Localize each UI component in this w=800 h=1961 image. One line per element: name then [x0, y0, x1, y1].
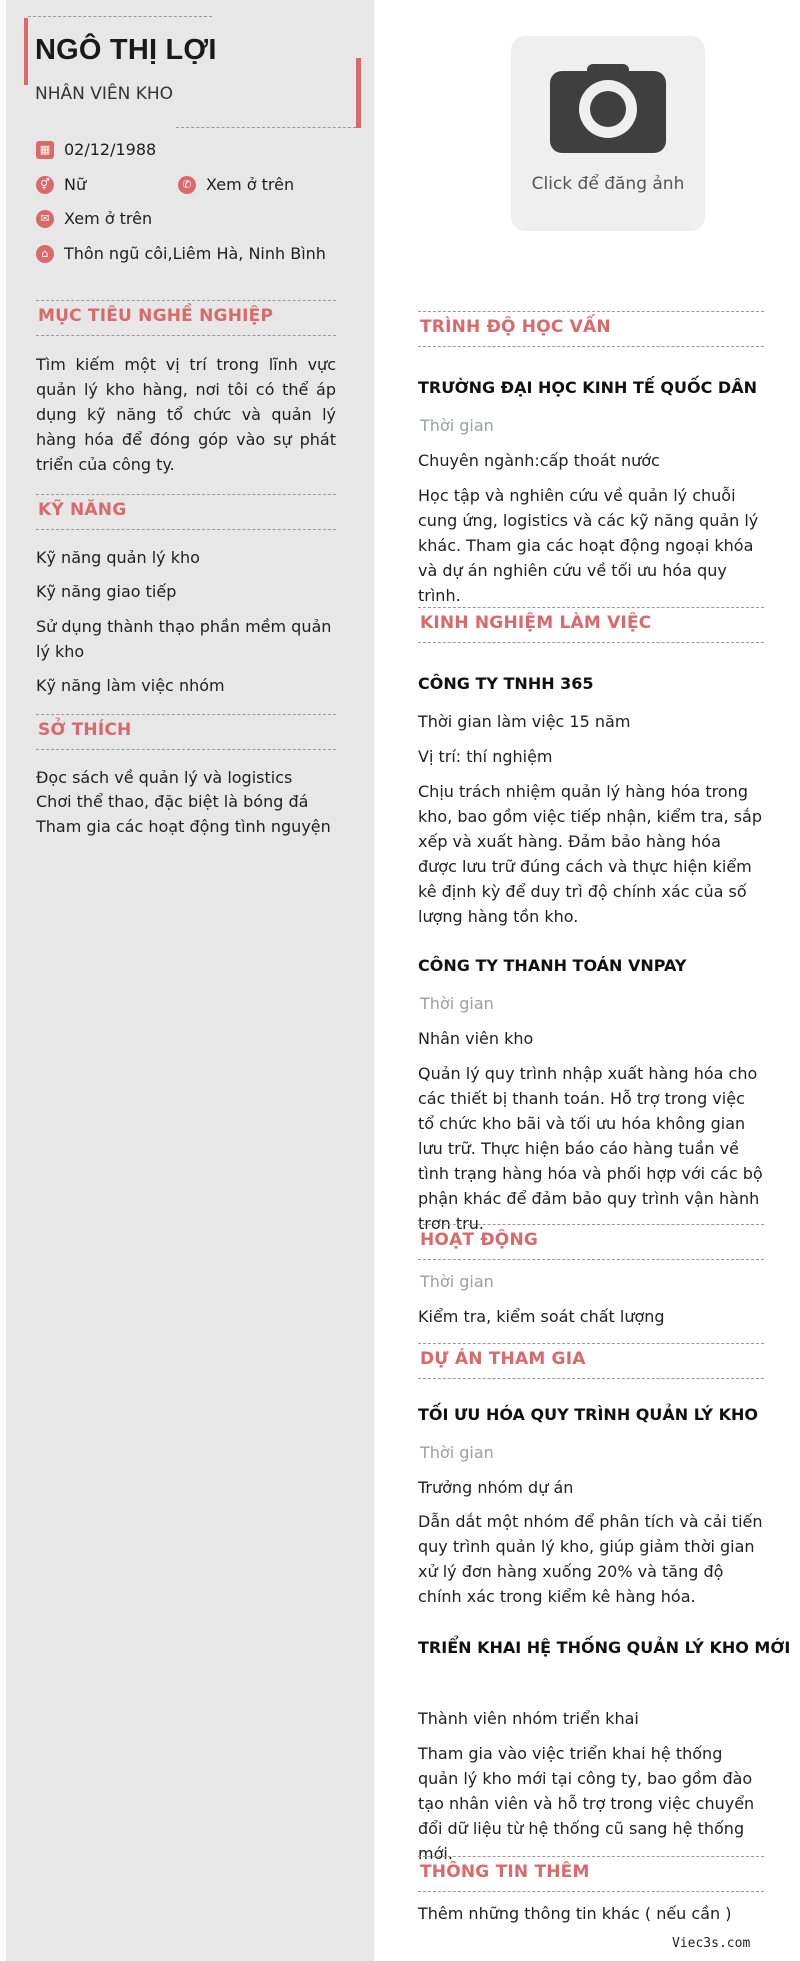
- additional-text[interactable]: Thêm những thông tin khác ( nếu cần ): [418, 1904, 732, 1923]
- hobby-item[interactable]: Đọc sách về quản lý và logistics: [36, 768, 293, 787]
- header-accent-bar-left: [24, 18, 28, 85]
- section-title-additional: THÔNG TIN THÊM: [418, 1856, 764, 1892]
- project-name[interactable]: TỐI ƯU HÓA QUY TRÌNH QUẢN LÝ KHO: [418, 1405, 758, 1424]
- sidebar: [6, 0, 374, 1961]
- skill-item[interactable]: Kỹ năng quản lý kho: [36, 548, 200, 567]
- contact-address[interactable]: [36, 244, 326, 263]
- section-title-activities: HOẠT ĐỘNG: [418, 1224, 764, 1260]
- education-description[interactable]: Học tập và nghiên cứu về quản lý chuỗi cung ứng, logistics và các kỹ năng quản lý khác. Tham gia các hoạt động ngoại khóa và dự án nghiên cứu về tối ưu hóa quy trình.: [418, 486, 759, 605]
- activity-time[interactable]: Thời gian: [420, 1272, 494, 1291]
- skill-item[interactable]: Sử dụng thành thạo phần mềm quản lý kho: [36, 617, 332, 661]
- header-divider-top: [28, 16, 212, 17]
- job-position[interactable]: Nhân viên kho: [418, 1029, 534, 1048]
- company-name[interactable]: CÔNG TY TNHH 365: [418, 674, 594, 693]
- project-description[interactable]: Tham gia vào việc triển khai hệ thống quản lý kho mới tại công ty, bao gồm đào tạo nhân viên và hỗ trợ trong việc chuyển đổi dữ liệu từ hệ thống cũ sang hệ thống mới.: [418, 1744, 755, 1863]
- job-position[interactable]: Vị trí: thí nghiệm: [418, 747, 553, 766]
- header-accent-bar-right: [356, 58, 361, 128]
- address-value: Thôn ngũ côi,Liêm Hà, Ninh Bình: [64, 244, 326, 263]
- job-time[interactable]: Thời gian làm việc 15 năm: [418, 712, 631, 731]
- company-name[interactable]: CÔNG TY THANH TOÁN VNPAY: [418, 956, 687, 975]
- section-title-experience: KINH NGHIỆM LÀM VIỆC: [418, 607, 764, 643]
- skill-item[interactable]: Kỹ năng giao tiếp: [36, 582, 177, 601]
- skill-item[interactable]: Kỹ năng làm việc nhóm: [36, 676, 225, 695]
- education-time[interactable]: Thời gian: [420, 416, 494, 435]
- section-title-skills: KỸ NĂNG: [36, 494, 336, 530]
- project-name[interactable]: TRIỂN KHAI HỆ THỐNG QUẢN LÝ KHO MỚI: [418, 1638, 791, 1657]
- section-title-objective: MỤC TIÊU NGHỀ NGHIỆP: [36, 300, 336, 336]
- section-title-hobbies: SỞ THÍCH: [36, 714, 336, 750]
- contact-email[interactable]: [36, 209, 152, 228]
- project-time[interactable]: Thời gian: [420, 1443, 494, 1462]
- contact-birthday[interactable]: [36, 140, 156, 159]
- job-description[interactable]: Chịu trách nhiệm quản lý hàng hóa trong kho, bao gồm việc tiếp nhận, kiểm tra, sắp xếp và xuất hàng. Đảm bảo hàng hóa được lưu trữ đúng cách và thực hiện kiểm kê định kỳ để duy trì độ chính xác của số lượng hàng tồn kho.: [418, 782, 763, 926]
- contact-gender[interactable]: [36, 175, 86, 194]
- section-title-education: TRÌNH ĐỘ HỌC VẤN: [418, 311, 764, 347]
- home-icon: ⌂: [36, 245, 54, 263]
- project-description[interactable]: Dẫn dắt một nhóm để phân tích và cải tiến quy trình quản lý kho, giúp giảm thời gian xử lý đơn hàng xuống 20% và tăng độ chính xác trong kiểm kê hàng hóa.: [418, 1512, 763, 1606]
- hobby-item[interactable]: Chơi thể thao, đặc biệt là bóng đá: [36, 792, 309, 811]
- gender-value: Nữ: [64, 175, 87, 194]
- project-role[interactable]: Thành viên nhóm triển khai: [418, 1709, 639, 1728]
- section-title-projects: DỰ ÁN THAM GIA: [418, 1343, 764, 1379]
- job-time[interactable]: Thời gian: [420, 994, 494, 1013]
- education-major[interactable]: Chuyên ngành:cấp thoát nước: [418, 451, 660, 470]
- school-name[interactable]: TRƯỜNG ĐẠI HỌC KINH TẾ QUỐC DÂN: [418, 378, 757, 397]
- objective-text[interactable]: Tìm kiếm một vị trí trong lĩnh vực quản lý kho hàng, nơi tôi có thể áp dụng kỹ năng tổ chức và quản lý hàng hóa để đóng góp vào sự phát triển của công ty.: [36, 355, 336, 474]
- email-icon: ✉: [36, 210, 54, 228]
- phone-icon: ✆: [178, 176, 196, 194]
- candidate-name[interactable]: NGÔ THỊ LỢI: [35, 34, 217, 66]
- gender-icon: ⚥: [36, 176, 54, 194]
- phone-value: Xem ở trên: [206, 175, 295, 194]
- email-value: Xem ở trên: [64, 209, 153, 228]
- header-divider-bottom: [176, 127, 356, 128]
- job-description[interactable]: Quản lý quy trình nhập xuất hàng hóa cho các thiết bị thanh toán. Hỗ trợ trong việc tổ chức kho bãi và tối ưu hóa không gian lưu trữ. Thực hiện báo cáo hàng tuần về tình trạng hàng hóa và phối hợp với các bộ phận khác để đảm bảo quy trình vận hành trơn tru.: [418, 1064, 763, 1233]
- activity-text[interactable]: Kiểm tra, kiểm soát chất lượng: [418, 1307, 665, 1326]
- calendar-icon: ▦: [36, 141, 54, 159]
- photo-upload[interactable]: [511, 36, 705, 231]
- photo-upload-label: Click để đăng ảnh: [531, 174, 685, 194]
- birthday-value: 02/12/1988: [64, 140, 157, 159]
- hobby-item[interactable]: Tham gia các hoạt động tình nguyện: [36, 817, 331, 836]
- job-title[interactable]: NHÂN VIÊN KHO: [35, 84, 174, 104]
- project-role[interactable]: Trưởng nhóm dự án: [418, 1478, 574, 1497]
- watermark: Viec3s.com: [672, 1936, 751, 1951]
- contact-phone[interactable]: [178, 175, 294, 194]
